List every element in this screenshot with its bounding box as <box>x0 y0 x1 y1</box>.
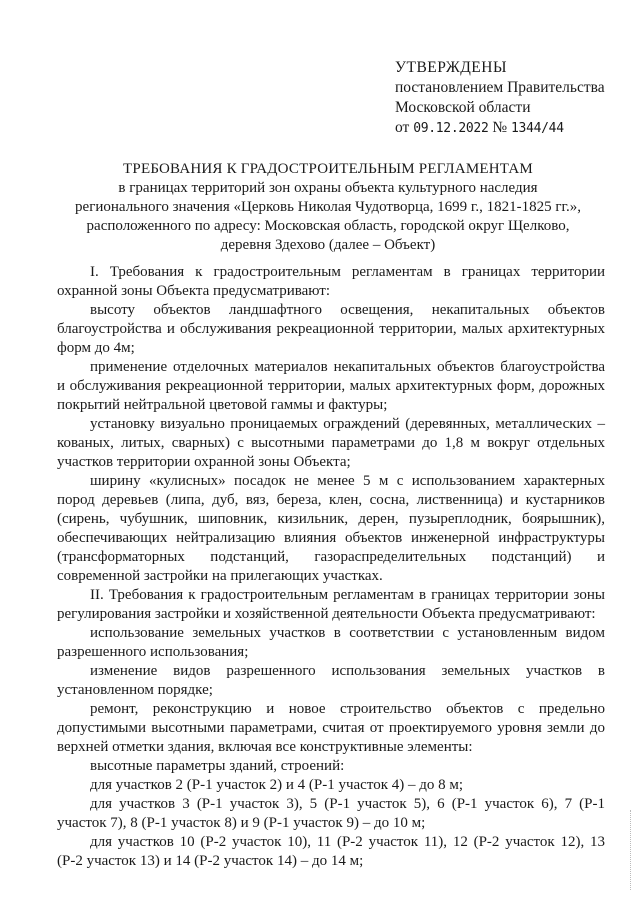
section-2-heading: II. Требования к градостроительным регламентам в границах территории зоны регулирования застройки и хозяйственной деятельности Объекта предусматривают: <box>57 587 605 622</box>
paragraph: для участков 2 (Р-1 участок 2) и 4 (Р-1 участок 4) – до 8 м; <box>90 777 464 793</box>
paragraph: ширину «кулисных» посадок не менее 5 м с использованием характерных пород деревьев (липа, дуб, вяз, береза, клен, сосна, лиственница) и кустарников (сирень, чубушник, шиповник, кизильник, дерен, пузыреплодник, боярышник), обеспечивающих нейтрализацию влияния объектов инженерной инфраструктуры (трансформаторных подстанций, газораспределительных подстанций) и современной застройки на прилегающих участках. <box>57 473 605 584</box>
paragraph: ремонт, реконструкцию и новое строительство объектов с предельно допустимыми высотными параметрами, считая от проектируемого уровня земли до верхней отметки здания, включая все конструктивные элементы: <box>57 701 605 755</box>
approval-line-1: постановлением Правительства <box>395 79 605 96</box>
scan-edge-mark <box>630 810 632 890</box>
approval-line-2: Московской области <box>395 99 531 116</box>
paragraph: для участков 10 (Р-2 участок 10), 11 (Р-2 участок 11), 12 (Р-2 участок 12), 13 (Р-2 участок 13) и 14 (Р-2 участок 14) – до 14 м; <box>57 834 605 869</box>
approval-title: УТВЕРЖДЕНЫ <box>395 59 507 76</box>
approval-number: 1344/44 <box>511 121 564 136</box>
date-prefix: от <box>395 119 410 136</box>
paragraph: использование земельных участков в соответствии с установленным видом разрешенного использования; <box>57 625 605 660</box>
subtitle-line: регионального значения «Церковь Николая Чудотворца, 1699 г., 1821-1825 гг.», <box>75 199 581 215</box>
number-prefix: № <box>492 119 508 136</box>
paragraph: изменение видов разрешенного использования земельных участков в установленном порядке; <box>57 663 605 698</box>
paragraph: высоту объектов ландшафтного освещения, некапитальных объектов благоустройства и обслуживания рекреационной территории, малых архитектурных форм до 4м; <box>57 302 605 356</box>
paragraph: установку визуально проницаемых ограждений (деревянных, металлических – кованых, литых, сварных) с высотными параметрами до 1,8 м вокруг отдельных участков территории охранной зоны Объекта; <box>57 416 605 470</box>
approval-date: 09.12.2022 <box>413 121 489 136</box>
section-1-heading: I. Требования к градостроительным регламентам в границах территории охранной зоны Объекта предусматривают: <box>57 264 605 299</box>
approval-date-line <box>395 118 625 139</box>
subtitle-line: расположенного по адресу: Московская область, городской округ Щелково, <box>86 218 570 234</box>
document-title-block <box>58 160 598 255</box>
document-body <box>57 263 605 871</box>
subtitle-line: в границах территорий зон охраны объекта культурного наследия <box>118 180 538 196</box>
subtitle-line: деревня Здехово (далее – Объект) <box>220 237 436 253</box>
paragraph: применение отделочных материалов некапитальных объектов благоустройства и обслуживания рекреационной территории, малых архитектурных форм, дорожных покрытий нейтральной цветовой гаммы и фактуры; <box>57 359 605 413</box>
approval-stamp <box>395 58 625 139</box>
paragraph: высотные параметры зданий, строений: <box>90 758 345 774</box>
paragraph: для участков 3 (Р-1 участок 3), 5 (Р-1 участок 5), 6 (Р-1 участок 6), 7 (Р-1 участок 7), 8 (Р-1 участок 8) и 9 (Р-1 участок 9) – до 10 м; <box>57 796 605 831</box>
document-title: ТРЕБОВАНИЯ К ГРАДОСТРОИТЕЛЬНЫМ РЕГЛАМЕНТАМ <box>123 161 533 177</box>
